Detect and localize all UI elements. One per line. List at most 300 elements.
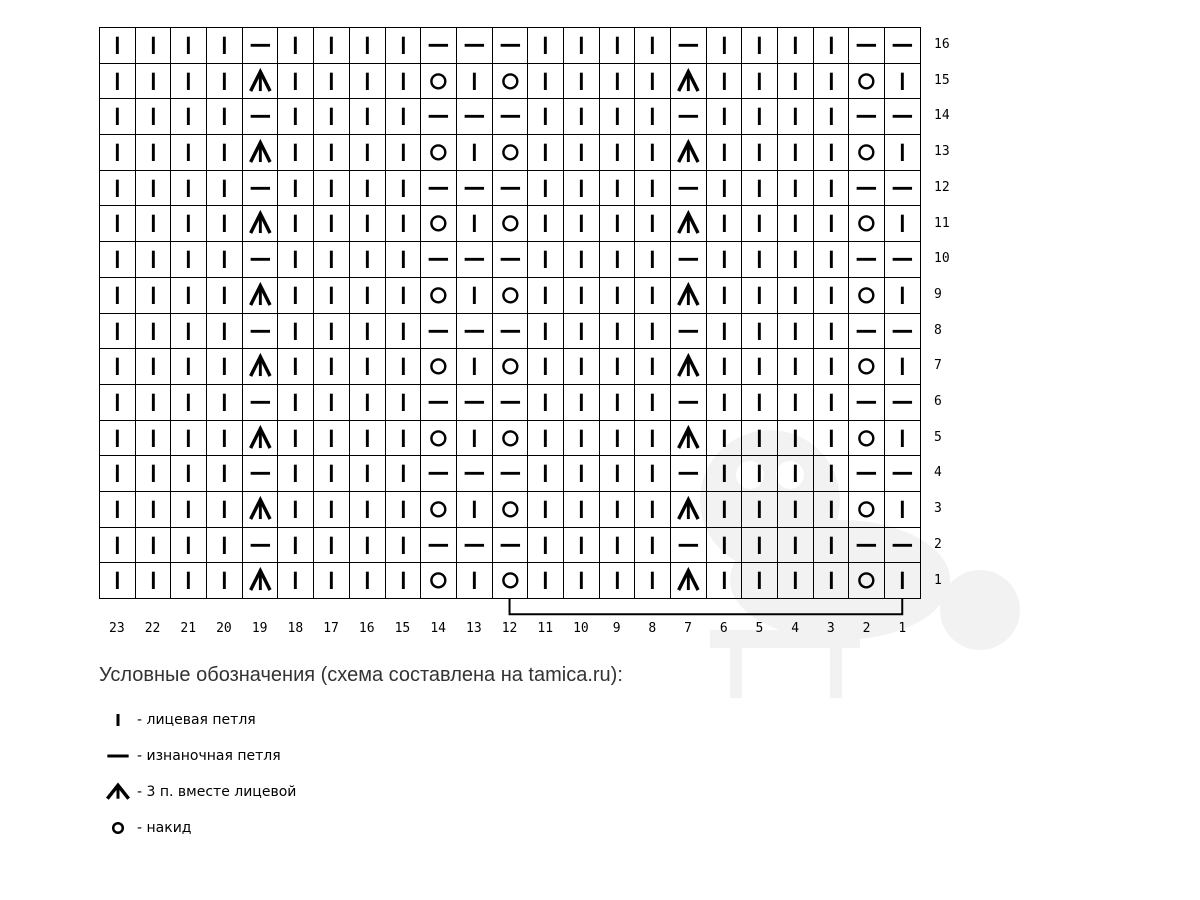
chart-cell	[849, 349, 885, 385]
knit-stitch-icon	[600, 171, 635, 206]
chart-cell	[243, 492, 279, 528]
chart-cell	[849, 99, 885, 135]
chart-cell	[386, 385, 422, 421]
knit-stitch-icon	[564, 528, 599, 563]
purl-stitch-icon	[243, 28, 278, 63]
knit-stitch-icon	[635, 385, 670, 420]
knit-stitch-icon	[600, 278, 635, 313]
chart-cell	[742, 242, 778, 278]
row-number: 11	[934, 215, 950, 231]
chart-cell	[600, 278, 636, 314]
yarn-over-icon	[493, 492, 528, 527]
purl-stitch-icon	[421, 242, 456, 277]
knit-stitch-icon	[386, 64, 421, 99]
row-number: 12	[934, 179, 950, 195]
chart-cell	[778, 421, 814, 457]
chart-cell	[350, 492, 386, 528]
chart-cell	[207, 242, 243, 278]
chart-cell	[386, 278, 422, 314]
chart-cell	[635, 492, 671, 528]
yarn-over-icon	[421, 421, 456, 456]
knit-stitch-icon	[278, 135, 313, 170]
chart-cell	[671, 171, 707, 207]
chart-cell	[528, 385, 564, 421]
purl-stitch-icon	[243, 385, 278, 420]
chart-cell	[600, 135, 636, 171]
chart-cell	[100, 64, 136, 100]
row-number: 6	[934, 394, 942, 409]
chart-cell	[207, 278, 243, 314]
row-number: 4	[934, 465, 942, 481]
chart-cell	[778, 28, 814, 64]
row-number: 13	[934, 144, 950, 160]
chart-cell	[207, 135, 243, 171]
knit-stitch-icon	[171, 492, 206, 527]
chart-cell	[849, 206, 885, 242]
knit-stitch-icon	[171, 99, 206, 134]
purl-stitch-icon	[849, 171, 884, 206]
knit-stitch-icon	[707, 135, 742, 170]
legend-symbol	[99, 816, 137, 840]
chart-cell	[386, 206, 422, 242]
knit-stitch-icon	[386, 99, 421, 134]
chart-cell	[207, 528, 243, 564]
chart-cell	[457, 456, 493, 492]
knit-stitch-icon	[207, 349, 242, 384]
chart-cell	[635, 349, 671, 385]
knit-stitch-icon	[564, 456, 599, 491]
chart-cell	[350, 99, 386, 135]
chart-cell	[350, 528, 386, 564]
chart-cell	[742, 492, 778, 528]
knit-stitch-icon	[350, 171, 385, 206]
chart-cell	[493, 421, 529, 457]
chart-cell	[243, 206, 279, 242]
column-number: 22	[144, 621, 161, 636]
knit-stitch-icon	[564, 206, 599, 241]
purl-stitch-icon	[671, 99, 706, 134]
chart-cell	[528, 492, 564, 528]
chart-cell	[457, 421, 493, 457]
knit-stitch-icon	[742, 99, 777, 134]
knit-stitch-icon	[314, 278, 349, 313]
k3tog-stitch-icon	[671, 135, 706, 170]
chart-cell	[493, 314, 529, 350]
chart-cell	[600, 456, 636, 492]
chart-cell	[314, 456, 350, 492]
column-number: 14	[430, 621, 446, 636]
purl-stitch-icon	[493, 528, 528, 563]
yarn-over-icon	[849, 349, 884, 384]
chart-cell	[528, 456, 564, 492]
chart-cell	[528, 99, 564, 135]
purl-stitch-icon	[457, 456, 492, 491]
chart-cell	[457, 242, 493, 278]
knit-stitch-icon	[314, 135, 349, 170]
chart-cell	[278, 456, 314, 492]
row-number: 1	[934, 572, 942, 588]
k3tog-stitch-icon	[671, 206, 706, 241]
knit-stitch-icon	[635, 171, 670, 206]
legend-symbol	[99, 780, 137, 804]
chart-cell	[493, 135, 529, 171]
chart-cell	[100, 563, 136, 599]
purl-stitch-icon	[849, 99, 884, 134]
k3tog-stitch-icon	[243, 492, 278, 527]
yarn-over-icon	[99, 816, 137, 840]
purl-stitch-icon	[493, 385, 528, 420]
knit-stitch-icon	[600, 206, 635, 241]
chart-cell	[207, 385, 243, 421]
chart-cell	[457, 528, 493, 564]
chart-cell	[600, 99, 636, 135]
chart-cell	[136, 99, 172, 135]
purl-stitch-icon	[243, 171, 278, 206]
knit-stitch-icon	[457, 64, 492, 99]
chart-cell	[278, 171, 314, 207]
knit-stitch-icon	[207, 171, 242, 206]
row-number: 3	[934, 501, 942, 517]
chart-cell	[742, 314, 778, 350]
knit-stitch-icon	[885, 206, 920, 241]
knit-stitch-icon	[171, 314, 206, 349]
knit-stitch-icon	[99, 708, 137, 732]
chart-cell	[314, 349, 350, 385]
chart-cell	[814, 135, 850, 171]
chart-cell	[314, 528, 350, 564]
knit-stitch-icon	[171, 64, 206, 99]
knit-stitch-icon	[635, 242, 670, 277]
knit-stitch-icon	[278, 99, 313, 134]
chart-cell	[100, 99, 136, 135]
knit-stitch-icon	[778, 206, 813, 241]
purl-stitch-icon	[243, 314, 278, 349]
chart-cell	[421, 385, 457, 421]
chart-cell	[100, 206, 136, 242]
chart-cell	[778, 278, 814, 314]
knit-stitch-icon	[707, 171, 742, 206]
knit-stitch-icon	[814, 421, 849, 456]
chart-cell	[243, 99, 279, 135]
chart-cell	[885, 456, 921, 492]
knit-stitch-icon	[778, 421, 813, 456]
knit-stitch-icon	[314, 528, 349, 563]
purl-stitch-icon	[885, 28, 920, 63]
chart-cell	[635, 99, 671, 135]
knit-stitch-icon	[564, 492, 599, 527]
knit-stitch-icon	[564, 64, 599, 99]
chart-cell	[171, 278, 207, 314]
chart-cell	[314, 492, 350, 528]
purl-stitch-icon	[457, 385, 492, 420]
chart-cell	[849, 135, 885, 171]
chart-cell	[100, 278, 136, 314]
knit-stitch-icon	[457, 492, 492, 527]
chart-cell	[421, 492, 457, 528]
knit-stitch-icon	[314, 385, 349, 420]
purl-stitch-icon	[849, 456, 884, 491]
knit-stitch-icon	[885, 278, 920, 313]
chart-cell	[707, 314, 743, 350]
chart-cell	[278, 135, 314, 171]
knit-stitch-icon	[564, 28, 599, 63]
chart-cell	[778, 528, 814, 564]
chart-cell	[849, 314, 885, 350]
chart-cell	[528, 206, 564, 242]
knit-stitch-icon	[600, 349, 635, 384]
chart-cell	[386, 28, 422, 64]
knit-stitch-icon	[635, 135, 670, 170]
chart-cell	[885, 421, 921, 457]
chart-cell	[707, 278, 743, 314]
chart-cell	[564, 64, 600, 100]
knit-stitch-icon	[742, 64, 777, 99]
chart-cell	[814, 528, 850, 564]
chart-cell	[421, 28, 457, 64]
knit-stitch-icon	[350, 563, 385, 598]
knit-stitch-icon	[278, 349, 313, 384]
chart-cell	[707, 206, 743, 242]
knit-stitch-icon	[528, 99, 563, 134]
knit-stitch-icon	[350, 528, 385, 563]
chart-cell	[136, 528, 172, 564]
chart-cell	[207, 421, 243, 457]
knit-stitch-icon	[528, 64, 563, 99]
knit-stitch-icon	[278, 314, 313, 349]
chart-cell	[635, 242, 671, 278]
chart-cell	[278, 492, 314, 528]
knit-stitch-icon	[207, 206, 242, 241]
chart-cell	[635, 28, 671, 64]
yarn-over-icon	[421, 206, 456, 241]
chart-cell	[528, 242, 564, 278]
yarn-over-icon	[493, 64, 528, 99]
chart-cell	[457, 278, 493, 314]
knit-stitch-icon	[885, 492, 920, 527]
chart-cell	[100, 385, 136, 421]
column-number: 9	[612, 621, 621, 636]
knit-stitch-icon	[707, 563, 742, 598]
chart-cell	[671, 278, 707, 314]
knit-stitch-icon	[350, 385, 385, 420]
knit-stitch-icon	[350, 135, 385, 170]
chart-cell	[493, 206, 529, 242]
knit-stitch-icon	[278, 206, 313, 241]
knit-stitch-icon	[814, 171, 849, 206]
knit-stitch-icon	[386, 314, 421, 349]
row-number: 16	[934, 37, 950, 52]
chart-cell	[814, 206, 850, 242]
knit-stitch-icon	[528, 385, 563, 420]
yarn-over-icon	[849, 421, 884, 456]
knit-stitch-icon	[742, 171, 777, 206]
chart-cell	[171, 206, 207, 242]
knit-stitch-icon	[207, 28, 242, 63]
legend-item	[99, 816, 191, 840]
chart-cell	[207, 314, 243, 350]
knit-stitch-icon	[136, 349, 171, 384]
purl-stitch-icon	[243, 528, 278, 563]
knit-stitch-icon	[100, 421, 135, 456]
chart-cell	[457, 64, 493, 100]
chart-cell	[386, 349, 422, 385]
chart-cell	[814, 99, 850, 135]
k3tog-stitch-icon	[671, 563, 706, 598]
knit-stitch-icon	[278, 171, 313, 206]
purl-stitch-icon	[849, 28, 884, 63]
chart-cell	[350, 206, 386, 242]
purl-stitch-icon	[885, 99, 920, 134]
purl-stitch-icon	[671, 385, 706, 420]
knit-stitch-icon	[278, 528, 313, 563]
knit-stitch-icon	[564, 242, 599, 277]
yarn-over-icon	[421, 349, 456, 384]
knit-stitch-icon	[707, 314, 742, 349]
knit-stitch-icon	[564, 563, 599, 598]
chart-cell	[457, 99, 493, 135]
legend-symbol	[99, 708, 137, 732]
chart-cell	[742, 206, 778, 242]
knit-stitch-icon	[278, 492, 313, 527]
knit-stitch-icon	[814, 135, 849, 170]
knit-stitch-icon	[386, 421, 421, 456]
knit-stitch-icon	[171, 421, 206, 456]
legend-label: - изнаночная петля	[137, 748, 281, 764]
chart-cell	[814, 385, 850, 421]
chart-cell	[278, 314, 314, 350]
chart-cell	[278, 528, 314, 564]
knit-stitch-icon	[814, 349, 849, 384]
knit-stitch-icon	[635, 492, 670, 527]
knit-stitch-icon	[742, 563, 777, 598]
chart-cell	[564, 206, 600, 242]
purl-stitch-icon	[99, 744, 137, 768]
knit-stitch-icon	[171, 385, 206, 420]
purl-stitch-icon	[885, 456, 920, 491]
chart-cell	[564, 349, 600, 385]
knit-stitch-icon	[600, 385, 635, 420]
knit-stitch-icon	[707, 349, 742, 384]
knit-stitch-icon	[707, 64, 742, 99]
k3tog-stitch-icon	[671, 278, 706, 313]
chart-cell	[742, 171, 778, 207]
knit-stitch-icon	[314, 314, 349, 349]
knit-stitch-icon	[386, 528, 421, 563]
yarn-over-icon	[493, 421, 528, 456]
chart-cell	[493, 385, 529, 421]
chart-cell	[885, 492, 921, 528]
chart-cell	[457, 492, 493, 528]
knit-stitch-icon	[564, 171, 599, 206]
knit-stitch-icon	[600, 492, 635, 527]
knit-stitch-icon	[314, 456, 349, 491]
chart-cell	[421, 563, 457, 599]
knit-stitch-icon	[528, 278, 563, 313]
chart-cell	[493, 28, 529, 64]
chart-cell	[314, 28, 350, 64]
chart-cell	[635, 528, 671, 564]
chart-cell	[671, 242, 707, 278]
chart-cell	[849, 563, 885, 599]
purl-stitch-icon	[421, 528, 456, 563]
chart-cell	[742, 421, 778, 457]
knit-stitch-icon	[136, 278, 171, 313]
knit-stitch-icon	[528, 135, 563, 170]
row-number: 5	[934, 429, 942, 445]
knit-stitch-icon	[171, 206, 206, 241]
purl-stitch-icon	[457, 314, 492, 349]
chart-cell	[457, 563, 493, 599]
knit-stitch-icon	[278, 28, 313, 63]
chart-cell	[849, 64, 885, 100]
purl-stitch-icon	[243, 456, 278, 491]
knit-stitch-icon	[350, 206, 385, 241]
chart-cell	[243, 64, 279, 100]
knit-stitch-icon	[778, 314, 813, 349]
chart-cell	[671, 64, 707, 100]
knit-stitch-icon	[564, 314, 599, 349]
knit-stitch-icon	[386, 171, 421, 206]
chart-cell	[600, 492, 636, 528]
chart-cell	[849, 528, 885, 564]
knit-stitch-icon	[742, 314, 777, 349]
chart-cell	[885, 99, 921, 135]
knit-stitch-icon	[528, 314, 563, 349]
chart-cell	[171, 99, 207, 135]
column-number: 12	[501, 621, 518, 636]
chart-cell	[386, 421, 422, 457]
chart-cell	[243, 563, 279, 599]
knit-stitch-icon	[600, 242, 635, 277]
chart-cell	[814, 242, 850, 278]
chart-cell	[278, 242, 314, 278]
chart-cell	[207, 28, 243, 64]
knit-stitch-icon	[207, 421, 242, 456]
chart-cell	[314, 314, 350, 350]
chart-cell	[243, 456, 279, 492]
knit-stitch-icon	[528, 171, 563, 206]
knit-stitch-icon	[814, 242, 849, 277]
knit-stitch-icon	[136, 99, 171, 134]
yarn-over-icon	[849, 278, 884, 313]
knit-stitch-icon	[171, 28, 206, 63]
chart-cell	[707, 563, 743, 599]
knit-stitch-icon	[350, 64, 385, 99]
chart-cell	[278, 385, 314, 421]
knit-stitch-icon	[885, 135, 920, 170]
knit-stitch-icon	[350, 278, 385, 313]
knit-stitch-icon	[635, 278, 670, 313]
chart-cell	[778, 242, 814, 278]
chart-cell	[707, 28, 743, 64]
chart-cell	[457, 171, 493, 207]
knit-stitch-icon	[635, 99, 670, 134]
knit-stitch-icon	[350, 349, 385, 384]
chart-cell	[278, 28, 314, 64]
chart-cell	[564, 385, 600, 421]
knit-stitch-icon	[814, 278, 849, 313]
chart-cell	[243, 421, 279, 457]
chart-cell	[207, 99, 243, 135]
knit-stitch-icon	[564, 99, 599, 134]
knit-stitch-icon	[207, 563, 242, 598]
knit-stitch-icon	[564, 349, 599, 384]
chart-cell	[885, 64, 921, 100]
chart-cell	[457, 385, 493, 421]
chart-cell	[885, 242, 921, 278]
chart-cell	[171, 456, 207, 492]
knit-stitch-icon	[136, 456, 171, 491]
